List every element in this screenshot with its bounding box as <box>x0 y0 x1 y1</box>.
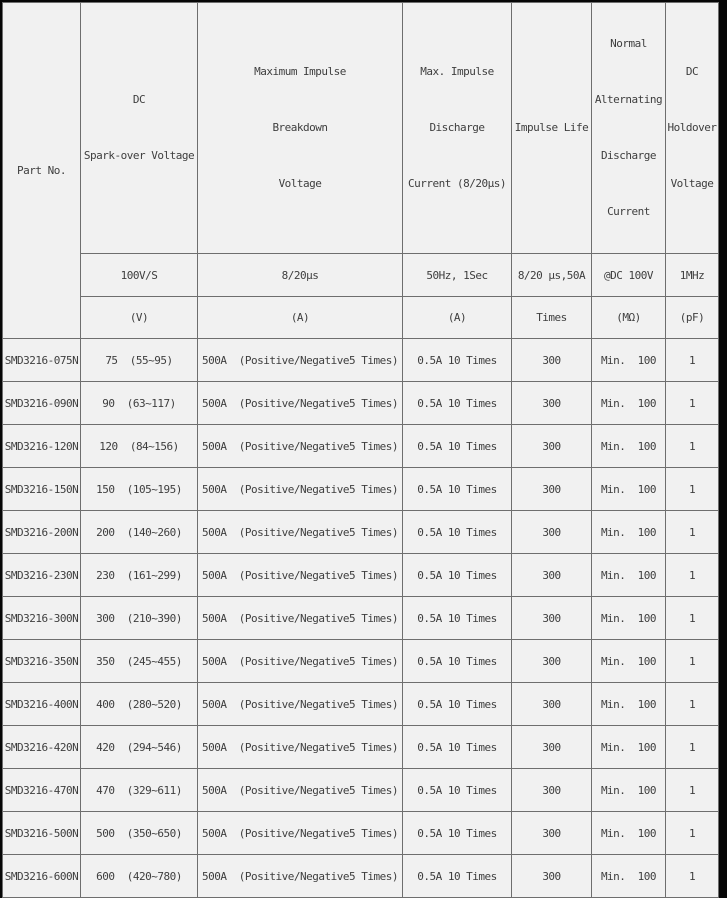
cell-breakdown: 500A (Positive/Negative5 Times) <box>198 597 403 640</box>
cell-alt-discharge: Min. 100 <box>592 726 666 769</box>
spec-table <box>2 2 719 898</box>
table-row <box>3 855 719 898</box>
cell-alt-discharge: Min. 100 <box>592 468 666 511</box>
cell-holdover: 1 <box>666 554 719 597</box>
cell-spark-over: 200 (140~260) <box>81 511 198 554</box>
cell-discharge: 0.5A 10 Times <box>403 640 512 683</box>
header-line: Part No. <box>17 163 66 177</box>
cell-discharge: 0.5A 10 Times <box>403 855 512 898</box>
table-row <box>3 726 719 769</box>
table-row <box>3 640 719 683</box>
cell-spark-over: 350 (245~455) <box>81 640 198 683</box>
cell-spark-over: 300 (210~390) <box>81 597 198 640</box>
cell-breakdown: 500A (Positive/Negative5 Times) <box>198 769 403 812</box>
cell-alt-discharge: Min. 100 <box>592 769 666 812</box>
unit-spark-over: (V) <box>81 297 198 339</box>
cell-discharge: 0.5A 10 Times <box>403 511 512 554</box>
cell-spark-over: 90 (63~117) <box>81 382 198 425</box>
cell-impulse-life: 300 <box>512 726 592 769</box>
cell-discharge: 0.5A 10 Times <box>403 468 512 511</box>
cell-breakdown: 500A (Positive/Negative5 Times) <box>198 554 403 597</box>
cell-discharge: 0.5A 10 Times <box>403 339 512 382</box>
table-row <box>3 511 719 554</box>
header-row-units <box>3 297 719 339</box>
header-line: Holdover <box>667 121 717 134</box>
cell-impulse-life: 300 <box>512 640 592 683</box>
condition-holdover: 1MHz <box>666 254 719 297</box>
cell-alt-discharge: Min. 100 <box>592 812 666 855</box>
cell-impulse-life: 300 <box>512 683 592 726</box>
header-line: Spark-over Voltage <box>83 149 195 162</box>
cell-part-no: SMD3216-200N <box>3 511 81 554</box>
table-row <box>3 597 719 640</box>
header-row-main <box>3 3 719 254</box>
condition-spark-over: 100V/S <box>81 254 198 297</box>
cell-holdover: 1 <box>666 511 719 554</box>
cell-breakdown: 500A (Positive/Negative5 Times) <box>198 468 403 511</box>
cell-part-no: SMD3216-420N <box>3 726 81 769</box>
unit-breakdown: (A) <box>198 297 403 339</box>
cell-holdover: 1 <box>666 425 719 468</box>
cell-impulse-life: 300 <box>512 382 592 425</box>
cell-holdover: 1 <box>666 339 719 382</box>
table-row <box>3 683 719 726</box>
cell-alt-discharge: Min. 100 <box>592 640 666 683</box>
cell-part-no: SMD3216-150N <box>3 468 81 511</box>
cell-alt-discharge: Min. 100 <box>592 597 666 640</box>
cell-alt-discharge: Min. 100 <box>592 511 666 554</box>
col-header-max-impulse-discharge-current <box>403 3 512 254</box>
cell-holdover: 1 <box>666 597 719 640</box>
col-header-spark-over-voltage <box>81 3 198 254</box>
cell-impulse-life: 300 <box>512 511 592 554</box>
cell-breakdown: 500A (Positive/Negative5 Times) <box>198 812 403 855</box>
header-line: Impulse Life <box>514 121 589 134</box>
cell-impulse-life: 300 <box>512 812 592 855</box>
col-header-dc-holdover-voltage <box>666 3 719 254</box>
cell-part-no: SMD3216-300N <box>3 597 81 640</box>
cell-discharge: 0.5A 10 Times <box>403 812 512 855</box>
header-line: Normal <box>610 37 647 50</box>
cell-spark-over: 470 (329~611) <box>81 769 198 812</box>
cell-impulse-life: 300 <box>512 468 592 511</box>
header-line: DC <box>685 65 699 78</box>
cell-alt-discharge: Min. 100 <box>592 683 666 726</box>
header-line: Discharge <box>600 149 657 162</box>
table-row <box>3 468 719 511</box>
cell-breakdown: 500A (Positive/Negative5 Times) <box>198 726 403 769</box>
cell-spark-over: 400 (280~520) <box>81 683 198 726</box>
cell-discharge: 0.5A 10 Times <box>403 726 512 769</box>
cell-spark-over: 420 (294~546) <box>81 726 198 769</box>
header-line: Current (8/20μs) <box>408 177 506 190</box>
table-row <box>3 812 719 855</box>
unit-impulse-life: Times <box>512 297 592 339</box>
cell-holdover: 1 <box>666 468 719 511</box>
col-header-normal-alternating-discharge-current <box>592 3 666 254</box>
cell-alt-discharge: Min. 100 <box>592 339 666 382</box>
cell-holdover: 1 <box>666 640 719 683</box>
cell-spark-over: 600 (420~780) <box>81 855 198 898</box>
cell-discharge: 0.5A 10 Times <box>403 425 512 468</box>
cell-holdover: 1 <box>666 812 719 855</box>
cell-breakdown: 500A (Positive/Negative5 Times) <box>198 640 403 683</box>
table-body <box>3 339 719 898</box>
cell-breakdown: 500A (Positive/Negative5 Times) <box>198 339 403 382</box>
cell-discharge: 0.5A 10 Times <box>403 382 512 425</box>
cell-part-no: SMD3216-470N <box>3 769 81 812</box>
condition-discharge: 50Hz, 1Sec <box>403 254 512 297</box>
cell-impulse-life: 300 <box>512 597 592 640</box>
cell-breakdown: 500A (Positive/Negative5 Times) <box>198 855 403 898</box>
cell-breakdown: 500A (Positive/Negative5 Times) <box>198 382 403 425</box>
cell-breakdown: 500A (Positive/Negative5 Times) <box>198 683 403 726</box>
cell-part-no: SMD3216-230N <box>3 554 81 597</box>
cell-holdover: 1 <box>666 726 719 769</box>
header-line: Maximum Impulse <box>254 65 346 78</box>
cell-alt-discharge: Min. 100 <box>592 382 666 425</box>
cell-part-no: SMD3216-500N <box>3 812 81 855</box>
condition-alt-discharge: @DC 100V <box>592 254 666 297</box>
cell-impulse-life: 300 <box>512 425 592 468</box>
cell-part-no: SMD3216-120N <box>3 425 81 468</box>
cell-part-no: SMD3216-090N <box>3 382 81 425</box>
condition-impulse-life: 8/20 μs,50A <box>512 254 592 297</box>
table-row <box>3 382 719 425</box>
cell-breakdown: 500A (Positive/Negative5 Times) <box>198 425 403 468</box>
cell-spark-over: 150 (105~195) <box>81 468 198 511</box>
col-header-max-impulse-breakdown-voltage <box>198 3 403 254</box>
cell-part-no: SMD3216-600N <box>3 855 81 898</box>
cell-impulse-life: 300 <box>512 339 592 382</box>
cell-holdover: 1 <box>666 769 719 812</box>
table-header <box>3 3 719 339</box>
cell-discharge: 0.5A 10 Times <box>403 769 512 812</box>
cell-part-no: SMD3216-350N <box>3 640 81 683</box>
cell-holdover: 1 <box>666 382 719 425</box>
header-line: Discharge <box>429 121 485 134</box>
header-line: Breakdown <box>272 121 328 134</box>
header-row-conditions <box>3 254 719 297</box>
header-line: Alternating <box>594 93 663 106</box>
cell-discharge: 0.5A 10 Times <box>403 554 512 597</box>
cell-impulse-life: 300 <box>512 554 592 597</box>
col-header-part-no <box>3 3 81 339</box>
cell-alt-discharge: Min. 100 <box>592 425 666 468</box>
header-line: Max. Impulse <box>420 65 494 78</box>
condition-breakdown: 8/20μs <box>198 254 403 297</box>
cell-discharge: 0.5A 10 Times <box>403 597 512 640</box>
table-row <box>3 769 719 812</box>
cell-part-no: SMD3216-075N <box>3 339 81 382</box>
cell-alt-discharge: Min. 100 <box>592 554 666 597</box>
table-row <box>3 425 719 468</box>
table-row <box>3 554 719 597</box>
cell-part-no: SMD3216-400N <box>3 683 81 726</box>
cell-holdover: 1 <box>666 855 719 898</box>
unit-discharge: (A) <box>403 297 512 339</box>
cell-impulse-life: 300 <box>512 855 592 898</box>
cell-holdover: 1 <box>666 683 719 726</box>
cell-breakdown: 500A (Positive/Negative5 Times) <box>198 511 403 554</box>
unit-holdover: (pF) <box>666 297 719 339</box>
table-row <box>3 339 719 382</box>
col-header-impulse-life <box>512 3 592 254</box>
cell-discharge: 0.5A 10 Times <box>403 683 512 726</box>
cell-spark-over: 75 (55~95) <box>81 339 198 382</box>
cell-impulse-life: 300 <box>512 769 592 812</box>
header-line: Current <box>607 205 650 218</box>
cell-spark-over: 230 (161~299) <box>81 554 198 597</box>
cell-spark-over: 120 (84~156) <box>81 425 198 468</box>
unit-alt-discharge: (MΩ) <box>592 297 666 339</box>
header-line: Voltage <box>278 177 322 190</box>
header-line: Voltage <box>670 177 714 190</box>
cell-alt-discharge: Min. 100 <box>592 855 666 898</box>
header-line: DC <box>132 93 146 106</box>
cell-spark-over: 500 (350~650) <box>81 812 198 855</box>
